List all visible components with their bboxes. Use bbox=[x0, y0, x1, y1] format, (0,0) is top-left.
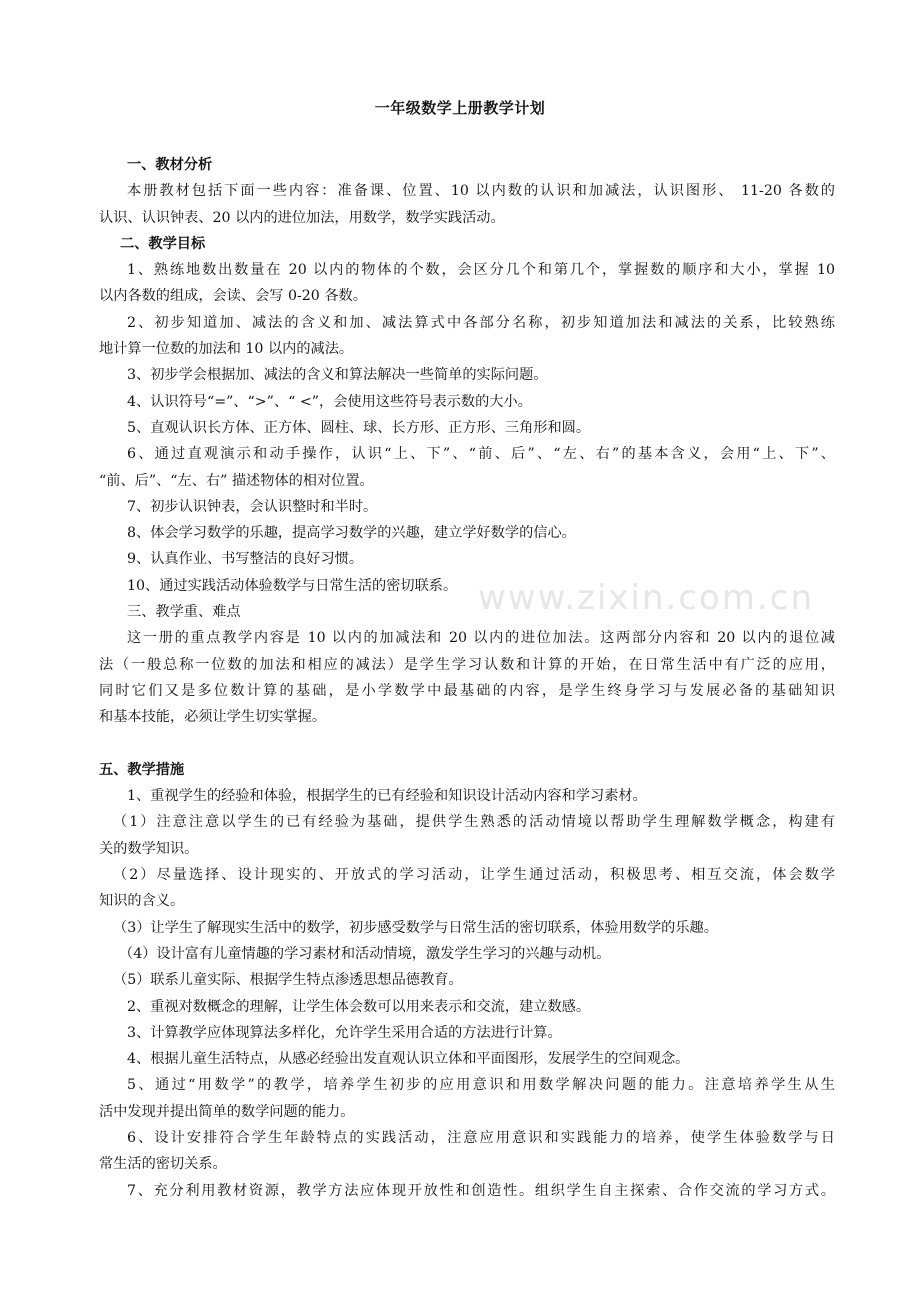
paragraph-line: 活中发现并提出简单的数学问题的能力。 bbox=[99, 1103, 355, 1120]
section-heading: 三、教学重、难点 bbox=[127, 604, 241, 621]
paragraph-line: 知识的含义。 bbox=[99, 893, 185, 910]
paragraph-line: 4、根据儿童生活特点，从感必经验出发直观认识立体和平面图形，发展学生的空间观念。 bbox=[127, 1051, 690, 1068]
paragraph-line: 7、初步认识钟表，会认识整时和半时。 bbox=[127, 498, 378, 515]
paragraph-line: （5）联系儿童实际、根据学生特点渗透思想品德教育。 bbox=[113, 972, 463, 989]
paragraph-line: “前、后”、“左、右” 描述物体的相对位置。 bbox=[99, 472, 374, 489]
document-title: 一年级数学上册教学计划 bbox=[374, 99, 546, 117]
paragraph-line: 7、充分利用教材资源，教学方法应体现开放性和创造性。组织学生自主探索、合作交流的学习方式。 bbox=[127, 1182, 835, 1199]
paragraph-line: 6、通过直观演示和动手操作，认识“上、下”、“前、后”、“左、右”的基本含义，会用“上、下”、 bbox=[127, 446, 835, 463]
paragraph-line: 3、初步学会根据加、减法的含义和算法解决一些简单的实际问题。 bbox=[127, 367, 548, 384]
paragraph-line: 6、设计安排符合学生年龄特点的实践活动，注意应用意识和实践能力的培养，使学生体验数学与日 bbox=[127, 1129, 835, 1146]
watermark: www.zixin.com.cn bbox=[478, 578, 814, 618]
paragraph-line: 认识、认识钟表、20 以内的进位加法，用数学，数学实践活动。 bbox=[99, 209, 505, 226]
paragraph-line: （2）尽量选择、设计现实的、开放式的学习活动，让学生通过活动，积极思考、相互交流，体会数学 bbox=[113, 867, 835, 884]
paragraph-line: 这一册的重点教学内容是 10 以内的加减法和 20 以内的进位加法。这两部分内容和 20 以内的退位减 bbox=[127, 630, 835, 647]
paragraph-line: （1）注意注意以学生的已有经验为基础，提供学生熟悉的活动情境以帮助学生理解数学概念，构建有 bbox=[113, 814, 835, 831]
paragraph-line: 1、重视学生的经验和体验，根据学生的已有经验和知识设计活动内容和学习素材。 bbox=[127, 788, 647, 805]
paragraph-line: 常生活的密切关系。 bbox=[99, 1156, 227, 1173]
paragraph-line: 10、通过实践活动体验数学与日常生活的密切联系。 bbox=[127, 577, 458, 594]
document-body bbox=[99, 152, 835, 1204]
paragraph-line: 4、认识符号“=”、“>”、“ <”，会使用这些符号表示数的大小。 bbox=[127, 393, 532, 410]
paragraph-line: 5、直观认识长方体、正方体、圆柱、球、长方形、正方形、三角形和圆。 bbox=[127, 419, 591, 436]
blank-line bbox=[99, 731, 835, 757]
paragraph-line: 关的数学知识。 bbox=[99, 840, 199, 857]
paragraph-line: 法（一般总称一位数的加法和相应的减法）是学生学习认数和计算的开始，在日常生活中有广泛的应用， bbox=[99, 656, 835, 673]
paragraph-line: 地计算一位数的加法和 10 以内的减法。 bbox=[99, 341, 354, 358]
paragraph-line: （4）设计富有儿童情趣的学习素材和活动情境，激发学生学习的兴趣与动机。 bbox=[119, 945, 611, 962]
paragraph-line: 本册教材包括下面一些内容：准备课、位置、10 以内数的认识和加减法，认识图形、 11-20 各数的 bbox=[127, 183, 835, 200]
section-heading: 一、教材分析 bbox=[127, 157, 213, 173]
paragraph-line: 1、熟练地数出数量在 20 以内的物体的个数，会区分几个和第几个，掌握数的顺序和大小，掌握 10 bbox=[127, 262, 835, 279]
paragraph-line: 和基本技能，必须让学生切实掌握。 bbox=[99, 709, 327, 726]
paragraph-line: 5、通过“用数学”的教学，培养学生初步的应用意识和用数学解决问题的能力。注意培养学生从生 bbox=[127, 1077, 835, 1094]
paragraph-line: 8、体会学习数学的乐趣，提高学习数学的兴趣，建立学好数学的信心。 bbox=[127, 525, 576, 542]
paragraph-line: 2、重视对数概念的理解，让学生体会数可以用来表示和交流，建立数感。 bbox=[127, 998, 591, 1015]
paragraph-line: 以内各数的组成，会读、会写 0-20 各数。 bbox=[99, 288, 367, 305]
paragraph-line: （3）让学生了解现实生活中的数学，初步感受数学与日常生活的密切联系，体验用数学的乐趣。 bbox=[113, 919, 718, 936]
paragraph-line: 9、认真作业、书写整洁的良好习惯。 bbox=[127, 551, 364, 568]
paragraph-line: 2、初步知道加、减法的含义和加、减法算式中各部分名称，初步知道加法和减法的关系，比较熟练 bbox=[127, 314, 835, 331]
section-heading: 二、教学目标 bbox=[120, 235, 206, 252]
paragraph-line: 3、计算教学应体现算法多样化，允许学生采用合适的方法进行计算。 bbox=[127, 1024, 562, 1041]
section-heading: 五、教学措施 bbox=[99, 761, 185, 778]
paragraph-line: 同时它们又是多位数计算的基础，是小学数学中最基础的内容，是学生终身学习与发展必备的基础知识 bbox=[99, 682, 835, 699]
